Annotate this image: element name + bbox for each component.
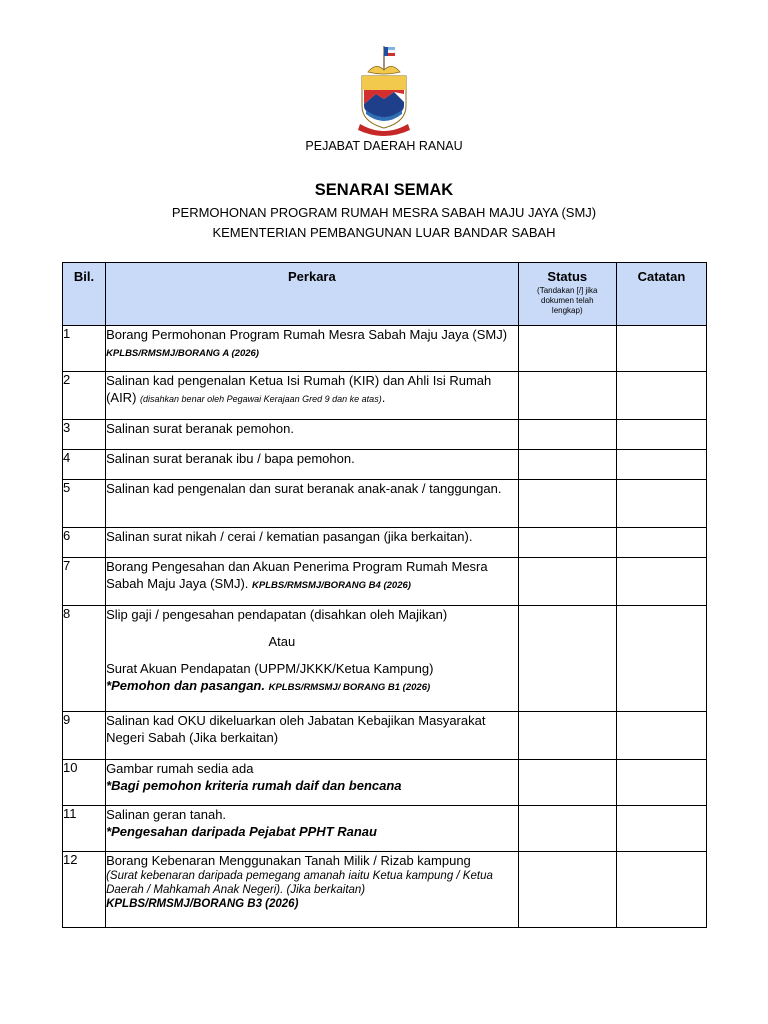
document-title: SENARAI SEMAK: [314, 181, 454, 199]
row-number: 12: [63, 852, 106, 928]
row-item: [106, 528, 519, 558]
item-text: Salinan surat beranak ibu / bapa pemohon.: [106, 451, 355, 466]
sabah-crest-logo: [356, 44, 412, 136]
item-text: Salinan kad OKU dikeluarkan oleh Jabatan Kebajikan Masyarakat Negeri Sabah (Jika berkaitan): [106, 713, 486, 745]
row-number: 9: [63, 712, 106, 760]
item-text: Salinan surat beranak pemohon.: [106, 421, 294, 436]
table-row: [63, 852, 707, 928]
row-item: [106, 760, 519, 806]
item-emphasis: *Bagi pemohon kriteria rumah daif dan bencana: [106, 778, 402, 793]
catatan-cell[interactable]: [616, 420, 706, 450]
status-cell[interactable]: [518, 372, 616, 420]
table-row: [63, 326, 707, 372]
form-code: KPLBS/RMSMJ/BORANG B4 (2026): [252, 580, 411, 591]
item-or-separator: Atau: [268, 634, 296, 649]
item-text: Salinan geran tanah.: [106, 807, 227, 822]
status-cell[interactable]: [518, 806, 616, 852]
catatan-cell[interactable]: [616, 712, 706, 760]
item-text: Salinan surat nikah / cerai / kematian pasangan (jika berkaitan).: [106, 529, 473, 544]
status-cell[interactable]: [518, 480, 616, 528]
column-header-catatan: Catatan: [616, 263, 706, 326]
row-item: [106, 372, 519, 420]
checklist-table: [62, 262, 707, 928]
item-note: (disahkan benar oleh Pegawai Kerajaan Gred 9 dan ke atas): [140, 394, 382, 404]
row-number: 2: [63, 372, 106, 420]
item-text: Gambar rumah sedia ada: [106, 761, 254, 776]
catatan-cell[interactable]: [616, 606, 706, 712]
item-text-alternative: Surat Akuan Pendapatan (UPPM/JKKK/Ketua Kampung): [106, 661, 434, 676]
table-row: [63, 528, 707, 558]
item-tail: .: [381, 390, 386, 405]
table-row: [63, 606, 707, 712]
form-code: KPLBS/RMSMJ/BORANG A (2026): [106, 348, 259, 359]
catatan-cell[interactable]: [616, 326, 706, 372]
table-row: [63, 420, 707, 450]
item-text: Salinan kad pengenalan Ketua Isi Rumah (KIR) dan Ahli Isi Rumah (AIR): [106, 373, 492, 405]
row-number: 8: [63, 606, 106, 712]
catatan-cell[interactable]: [616, 558, 706, 606]
document-subtitle-ministry: KEMENTERIAN PEMBANGUNAN LUAR BANDAR SABAH: [212, 225, 556, 240]
office-name: PEJABAT DAERAH RANAU: [305, 139, 463, 153]
status-header-note: (Tandakan [/] jika dokumen telah lengkap): [537, 286, 598, 315]
row-number: 6: [63, 528, 106, 558]
row-item: [106, 806, 519, 852]
table-row: [63, 558, 707, 606]
row-number: 10: [63, 760, 106, 806]
catatan-cell[interactable]: [616, 450, 706, 480]
row-item: [106, 480, 519, 528]
row-item: [106, 420, 519, 450]
row-item: [106, 606, 519, 712]
table-row: [63, 480, 707, 528]
table-row: [63, 372, 707, 420]
status-cell[interactable]: [518, 760, 616, 806]
table-row: [63, 712, 707, 760]
row-number: 11: [63, 806, 106, 852]
row-item: [106, 450, 519, 480]
row-number: 1: [63, 326, 106, 372]
form-code: KPLBS/RMSMJ/BORANG B3 (2026): [106, 898, 299, 910]
catatan-cell[interactable]: [616, 372, 706, 420]
table-row: [63, 450, 707, 480]
row-number: 7: [63, 558, 106, 606]
row-item: [106, 326, 519, 372]
item-note: (Surat kebenaran daripada pemegang amanah iaitu Ketua kampung / Ketua Daerah / Mahkamah Anak Negeri). (Jika berkaitan): [106, 870, 493, 896]
item-text: Slip gaji / pengesahan pendapatan (disahkan oleh Majikan): [106, 607, 448, 622]
row-number: 3: [63, 420, 106, 450]
status-header-label: Status: [547, 269, 588, 284]
status-cell[interactable]: [518, 420, 616, 450]
item-text: Salinan kad pengenalan dan surat beranak anak-anak / tanggungan.: [106, 481, 502, 496]
row-item: [106, 558, 519, 606]
status-cell[interactable]: [518, 528, 616, 558]
catatan-cell[interactable]: [616, 480, 706, 528]
row-item: [106, 712, 519, 760]
table-header-row: [63, 263, 707, 326]
row-number: 4: [63, 450, 106, 480]
item-text: Borang Permohonan Program Rumah Mesra Sabah Maju Jaya (SMJ): [106, 327, 508, 342]
row-item: [106, 852, 519, 928]
row-number: 5: [63, 480, 106, 528]
status-cell[interactable]: [518, 558, 616, 606]
column-header-status: [518, 263, 616, 326]
catatan-cell[interactable]: [616, 806, 706, 852]
status-cell[interactable]: [518, 606, 616, 712]
item-text: Borang Pengesahan dan Akuan Penerima Program Rumah Mesra Sabah Maju Jaya (SMJ).: [106, 559, 488, 591]
status-cell[interactable]: [518, 852, 616, 928]
column-header-perkara: Perkara: [106, 263, 519, 326]
catatan-cell[interactable]: [616, 528, 706, 558]
table-row: [63, 806, 707, 852]
table-row: [63, 760, 707, 806]
status-cell[interactable]: [518, 326, 616, 372]
item-text: Borang Kebenaran Menggunakan Tanah Milik / Rizab kampung: [106, 853, 471, 868]
item-emphasis: *Pemohon dan pasangan.: [106, 678, 265, 693]
form-code: KPLBS/RMSMJ/ BORANG B1 (2026): [268, 682, 431, 693]
column-header-bil: Bil.: [63, 263, 106, 326]
status-cell[interactable]: [518, 450, 616, 480]
item-emphasis: *Pengesahan daripada Pejabat PPHT Ranau: [106, 824, 377, 839]
catatan-cell[interactable]: [616, 760, 706, 806]
status-cell[interactable]: [518, 712, 616, 760]
catatan-cell[interactable]: [616, 852, 706, 928]
document-subtitle-program: PERMOHONAN PROGRAM RUMAH MESRA SABAH MAJU JAYA (SMJ): [171, 205, 597, 220]
